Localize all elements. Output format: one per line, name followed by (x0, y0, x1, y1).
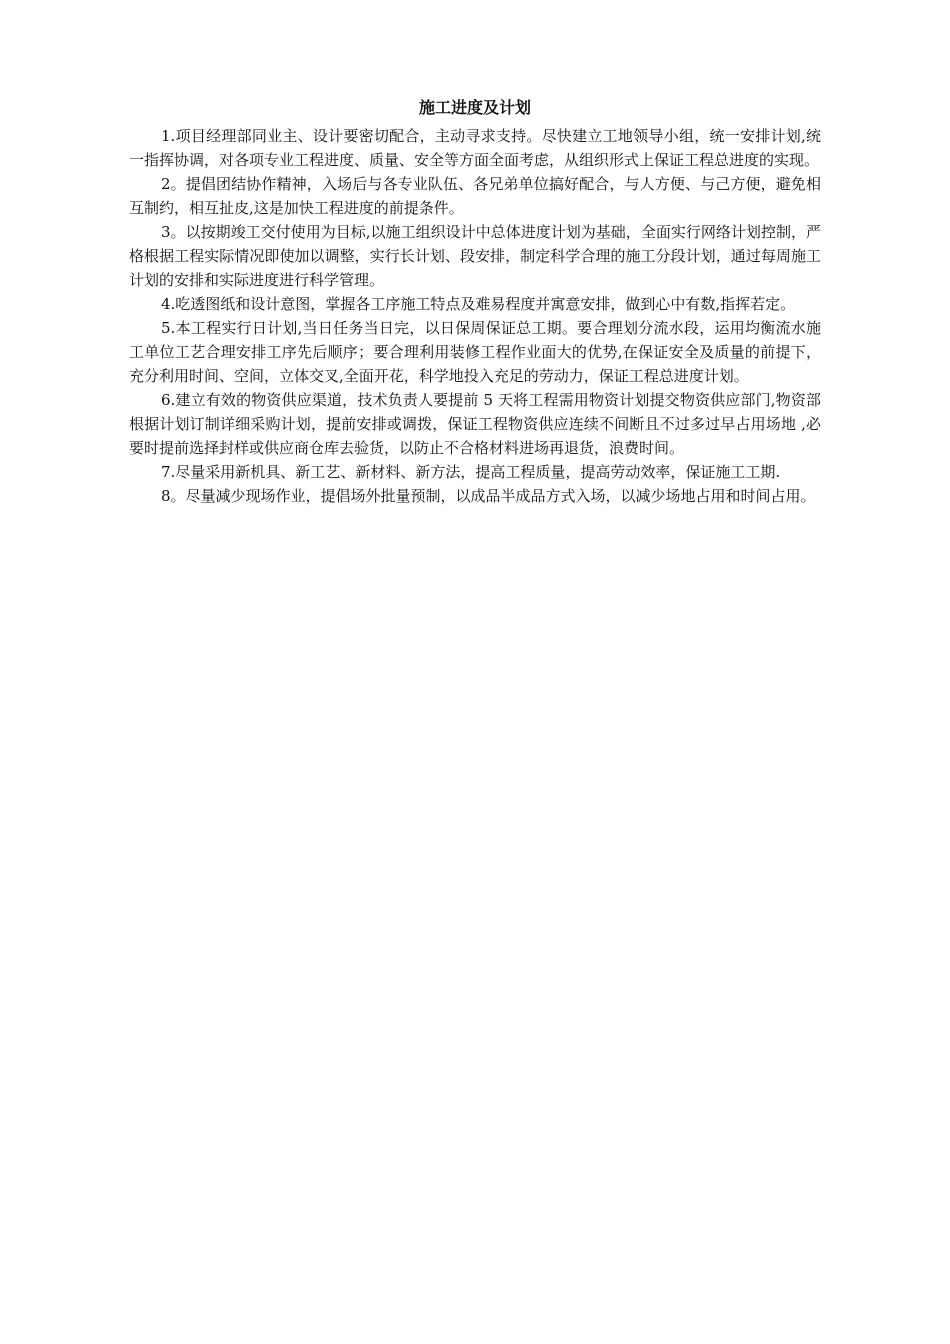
paragraph-7: 7.尽量采用新机具、新工艺、新材料、新方法，提高工程质量，提高劳动效率，保证施工工期. (161, 463, 781, 481)
paragraph-1: 1.项目经理部同业主、设计要密切配合，主动寻求支持。尽快建立工地领导小组，统一安排计划,统一指挥协调，对各项专业工程进度、质量、安全等方面全面考虑，从组织形式上保证工程总进度的实现。 (129, 127, 821, 169)
paragraph-8: 8。尽量减少现场作业，提倡场外批量预制，以成品半成品方式入场，以减少场地占用和时间占用。 (161, 487, 816, 505)
paragraph-6: 6.建立有效的物资供应渠道，技术负责人要提前 5 天将工程需用物资计划提交物资供应部门,物资部根据计划订制详细采购计划，提前安排或调拨，保证工程物资供应连续不间断且不过多过早占用场地 ,必要时提前选择封样或供应商仓库去验货，以防止不合格材料进场再退货，浪费时间。 (129, 391, 821, 457)
paragraph-3: 3。以按期竣工交付使用为目标,以施工组织设计中总体进度计划为基础，全面实行网络计划控制，严格根据工程实际情况即使加以调整，实行长计划、段安排，制定科学合理的施工分段计划，通过每周施工计划的安排和实际进度进行科学管理。 (129, 223, 821, 289)
paragraph-4: 4.吃透图纸和设计意图，掌握各工序施工特点及难易程度并寓意安排，做到心中有数,指挥若定。 (161, 295, 796, 313)
paragraph-5: 5.本工程实行日计划,当日任务当日完，以日保周保证总工期。要合理划分流水段，运用均衡流水施工单位工艺合理安排工序先后顺序；要合理利用装修工程作业面大的优势,在保证安全及质量的前提下，充分利用时间、空间，立体交叉,全面开花，科学地投入充足的劳动力，保证工程总进度计划。 (129, 319, 821, 385)
document-title: 施工进度及计划 (418, 98, 531, 117)
document-body (129, 96, 821, 508)
paragraph-2: 2。提倡团结协作精神，入场后与各专业队伍、各兄弟单位搞好配合，与人方便、与己方便，避免相互制约，相互扯皮,这是加快工程进度的前提条件。 (129, 175, 821, 217)
